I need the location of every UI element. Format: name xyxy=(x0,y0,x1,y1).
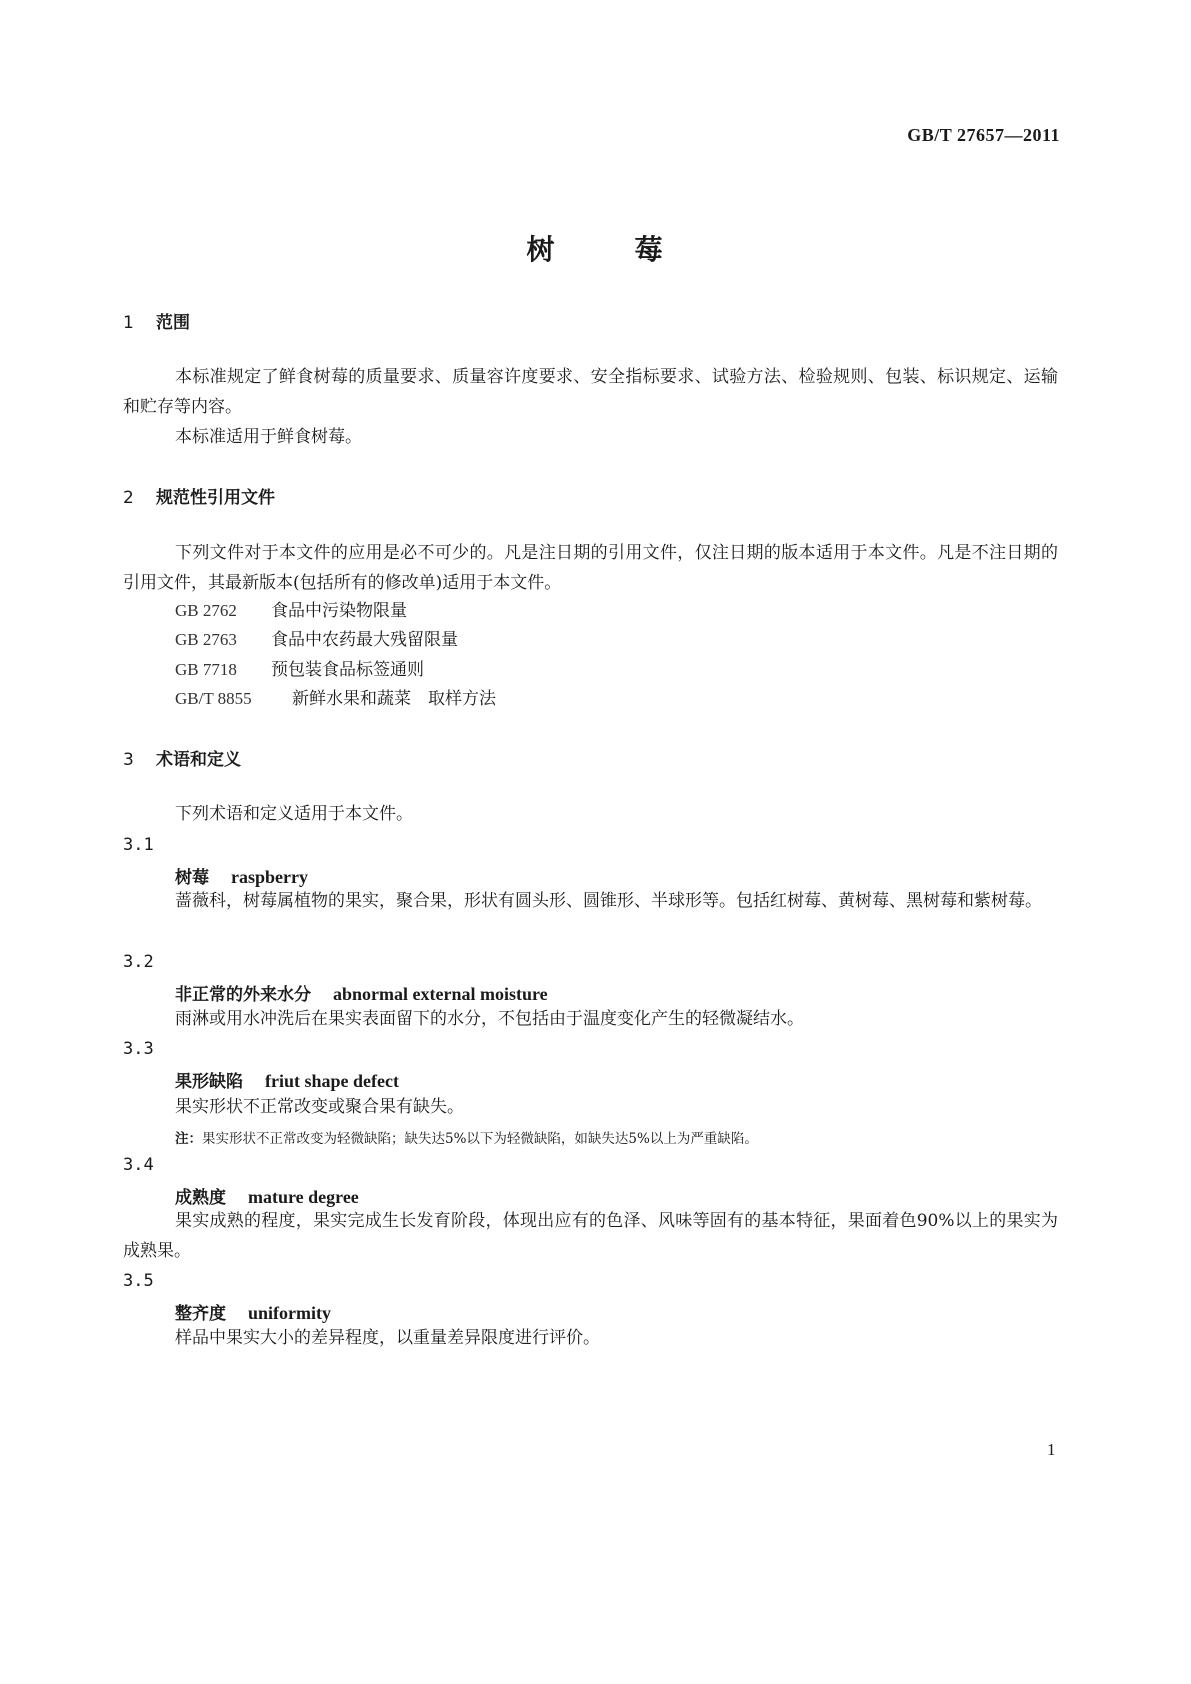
reference-code: GB/T 8855 xyxy=(175,689,252,708)
term-number: 3.2 xyxy=(123,952,154,972)
term-number: 3.5 xyxy=(123,1271,154,1291)
term-en: uniformity xyxy=(248,1303,331,1323)
term-zh: 果形缺陷 xyxy=(175,1072,243,1092)
term-en: abnormal external moisture xyxy=(333,984,548,1004)
section-1-heading xyxy=(123,308,190,333)
term-number: 3.1 xyxy=(123,835,154,855)
term-note xyxy=(175,1127,758,1147)
standard-code: GB/T 27657—2011 xyxy=(907,125,1060,145)
reference-item xyxy=(175,596,407,626)
reference-title: 食品中农药最大残留限量 xyxy=(271,630,458,650)
term-heading xyxy=(175,1067,399,1092)
term-number: 3.3 xyxy=(123,1039,154,1059)
term-zh: 整齐度 xyxy=(175,1304,226,1324)
reference-title: 预包装食品标签通则 xyxy=(271,660,424,680)
reference-item xyxy=(175,655,424,685)
reference-title: 新鲜水果和蔬菜 取样方法 xyxy=(292,689,496,709)
section-1-para-2: 本标准适用于鲜食树莓。 xyxy=(175,427,362,447)
term-heading xyxy=(175,1299,331,1324)
term-definition: 果实形状不正常改变或聚合果有缺失。 xyxy=(175,1097,464,1117)
section-title: 范围 xyxy=(156,313,190,333)
section-title: 规范性引用文件 xyxy=(156,488,275,508)
reference-title: 食品中污染物限量 xyxy=(271,601,407,621)
term-number: 3.4 xyxy=(123,1155,154,1175)
term-heading xyxy=(175,980,548,1005)
section-2-intro: 下列文件对于本文件的应用是必不可少的。凡是注日期的引用文件，仅注日期的版本适用于本文件。凡是不注日期的引用文件，其最新版本(包括所有的修改单)适用于本文件。 xyxy=(123,543,1058,593)
reference-item xyxy=(175,684,496,714)
reference-code: GB 2763 xyxy=(175,630,237,649)
term-heading xyxy=(175,863,308,888)
section-3-intro: 下列术语和定义适用于本文件。 xyxy=(175,804,413,824)
section-2-heading xyxy=(123,483,275,508)
section-title: 术语和定义 xyxy=(156,750,241,770)
term-zh: 树莓 xyxy=(175,868,209,888)
reference-item xyxy=(175,625,458,655)
reference-code: GB 7718 xyxy=(175,660,237,679)
term-definition: 样品中果实大小的差异程度，以重量差异限度进行评价。 xyxy=(175,1328,600,1348)
term-heading xyxy=(175,1183,359,1208)
term-definition: 果实成熟的程度，果实完成生长发育阶段，体现出应有的色泽、风味等固有的基本特征，果面着色90%以上的果实为成熟果。 xyxy=(123,1211,1058,1261)
term-en: mature degree xyxy=(248,1187,359,1207)
term-en: raspberry xyxy=(231,867,308,887)
term-zh: 成熟度 xyxy=(175,1188,226,1208)
page-number: 1 xyxy=(1047,1440,1056,1459)
term-definition: 蔷薇科，树莓属植物的果实，聚合果，形状有圆头形、圆锥形、半球形等。包括红树莓、黄树莓、黑树莓和紫树莓。 xyxy=(175,891,1042,911)
term-definition: 雨淋或用水冲洗后在果实表面留下的水分，不包括由于温度变化产生的轻微凝结水。 xyxy=(175,1009,804,1029)
section-3-heading xyxy=(123,745,241,770)
note-text: 果实形状不正常改变为轻微缺陷；缺失达5%以下为轻微缺陷，如缺失达5%以上为严重缺陷。 xyxy=(202,1131,758,1147)
term-zh: 非正常的外来水分 xyxy=(175,985,311,1005)
term-en: friut shape defect xyxy=(265,1071,399,1091)
section-number: 1 xyxy=(123,313,134,333)
title-char-1: 树 xyxy=(526,233,557,266)
section-1-para-1: 本标准规定了鲜食树莓的质量要求、质量容许度要求、安全指标要求、试验方法、检验规则、包装、标识规定、运输和贮存等内容。 xyxy=(123,367,1058,417)
section-number: 3 xyxy=(123,750,134,770)
section-number: 2 xyxy=(123,488,134,508)
note-label: 注： xyxy=(175,1131,202,1147)
title-char-2: 莓 xyxy=(634,233,665,266)
reference-code: GB 2762 xyxy=(175,601,237,620)
document-title xyxy=(0,228,1191,268)
